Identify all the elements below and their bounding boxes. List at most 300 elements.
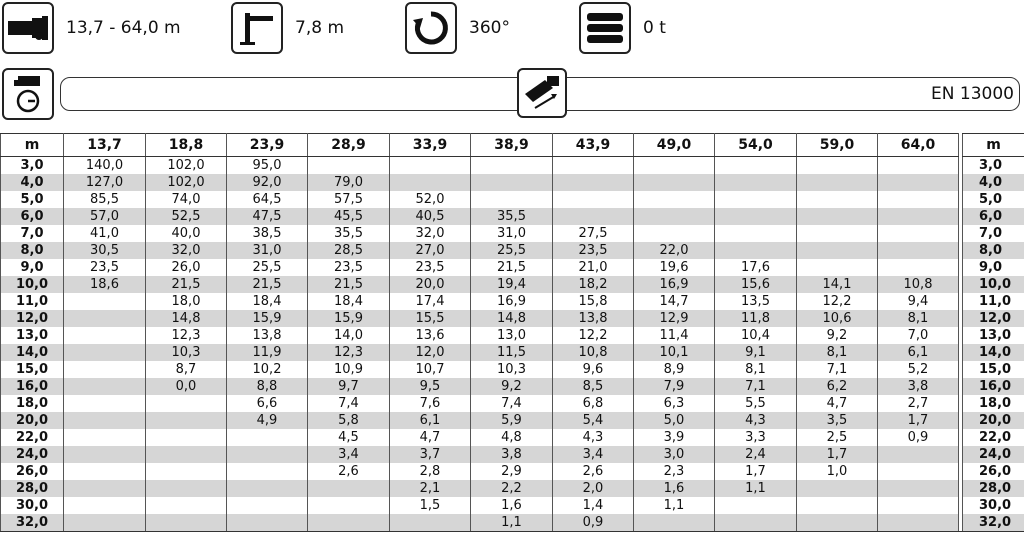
radius-cell-right: 12,0 (963, 310, 1024, 327)
load-cell: 7,4 (471, 395, 553, 412)
table-row (1, 429, 1024, 446)
load-cell (308, 480, 390, 497)
load-cell: 127,0 (64, 174, 146, 191)
load-cell (878, 463, 959, 480)
load-cell: 15,8 (553, 293, 634, 310)
load-cell: 17,6 (715, 259, 797, 276)
load-cell: 2,8 (390, 463, 471, 480)
load-cell (634, 191, 715, 208)
load-cell: 12,2 (553, 327, 634, 344)
table-row (1, 463, 1024, 480)
load-cell (715, 242, 797, 259)
radius-cell: 30,0 (1, 497, 64, 514)
load-cell: 11,4 (634, 327, 715, 344)
load-cell: 13,8 (227, 327, 308, 344)
boom-gauge-icon (2, 68, 54, 120)
load-cell: 57,5 (308, 191, 390, 208)
radius-cell: 9,0 (1, 259, 64, 276)
radius-cell: 6,0 (1, 208, 64, 225)
load-cell: 13,8 (553, 310, 634, 327)
radius-cell-right: 4,0 (963, 174, 1024, 191)
load-cell: 4,5 (308, 429, 390, 446)
load-cell: 4,9 (227, 412, 308, 429)
load-cell (715, 191, 797, 208)
load-cell: 2,4 (715, 446, 797, 463)
radius-cell-right: 6,0 (963, 208, 1024, 225)
radius-cell: 11,0 (1, 293, 64, 310)
table-row (1, 225, 1024, 242)
table-row (1, 191, 1024, 208)
radius-cell-right: 7,0 (963, 225, 1024, 242)
load-cell (878, 242, 959, 259)
table-row (1, 259, 1024, 276)
load-cell (878, 514, 959, 532)
load-cell: 1,1 (715, 480, 797, 497)
load-cell (878, 259, 959, 276)
counterweight-icon (579, 2, 631, 54)
load-cell: 12,2 (797, 293, 878, 310)
header-boom-length: 64,0 (878, 134, 959, 157)
header-boom-length: 28,9 (308, 134, 390, 157)
load-cell (146, 429, 227, 446)
boom-selector-row (0, 68, 1024, 120)
load-cell (471, 191, 553, 208)
load-cell: 3,3 (715, 429, 797, 446)
load-cell: 20,0 (390, 276, 471, 293)
load-cell: 1,5 (390, 497, 471, 514)
load-cell: 3,7 (390, 446, 471, 463)
load-cell: 4,3 (715, 412, 797, 429)
load-cell (797, 259, 878, 276)
table-row (1, 208, 1024, 225)
load-cell: 23,5 (308, 259, 390, 276)
load-cell: 3,4 (553, 446, 634, 463)
table-row (1, 412, 1024, 429)
load-cell: 2,6 (553, 463, 634, 480)
load-cell: 40,0 (146, 225, 227, 242)
load-cell (390, 157, 471, 175)
load-cell: 2,2 (471, 480, 553, 497)
radius-cell-right: 9,0 (963, 259, 1024, 276)
spec-outrigger-base (231, 0, 344, 56)
load-cell: 25,5 (471, 242, 553, 259)
radius-cell: 28,0 (1, 480, 64, 497)
radius-cell-right: 26,0 (963, 463, 1024, 480)
load-cell: 15,6 (715, 276, 797, 293)
table-row (1, 293, 1024, 310)
load-cell: 8,5 (553, 378, 634, 395)
load-cell: 27,0 (390, 242, 471, 259)
load-cell (64, 293, 146, 310)
load-cell: 32,0 (146, 242, 227, 259)
load-cell: 5,5 (715, 395, 797, 412)
radius-cell-right: 18,0 (963, 395, 1024, 412)
load-cell: 3,9 (634, 429, 715, 446)
load-cell: 11,5 (471, 344, 553, 361)
load-cell (715, 514, 797, 532)
radius-cell: 26,0 (1, 463, 64, 480)
radius-cell: 14,0 (1, 344, 64, 361)
load-cell: 21,5 (471, 259, 553, 276)
load-cell: 21,0 (553, 259, 634, 276)
spec-outrigger-text: 7,8 m (295, 18, 344, 38)
load-cell: 19,4 (471, 276, 553, 293)
load-cell: 11,9 (227, 344, 308, 361)
radius-cell-right: 10,0 (963, 276, 1024, 293)
table-row (1, 361, 1024, 378)
load-cell: 9,6 (553, 361, 634, 378)
load-cell: 13,5 (715, 293, 797, 310)
radius-cell-right: 32,0 (963, 514, 1024, 532)
load-cell (878, 480, 959, 497)
load-cell (634, 208, 715, 225)
load-cell (553, 208, 634, 225)
table-row (1, 174, 1024, 191)
load-cell: 10,1 (634, 344, 715, 361)
load-cell (878, 174, 959, 191)
load-cell: 8,1 (797, 344, 878, 361)
load-cell: 3,4 (308, 446, 390, 463)
load-cell: 9,4 (878, 293, 959, 310)
load-cell: 10,8 (878, 276, 959, 293)
load-cell: 26,0 (146, 259, 227, 276)
load-cell (64, 327, 146, 344)
load-cell (471, 174, 553, 191)
load-cell: 92,0 (227, 174, 308, 191)
load-cell: 21,5 (146, 276, 227, 293)
load-cell: 2,1 (390, 480, 471, 497)
load-cell: 25,5 (227, 259, 308, 276)
load-cell: 8,9 (634, 361, 715, 378)
load-cell: 16,9 (634, 276, 715, 293)
spec-slew-text: 360° (469, 18, 510, 38)
radius-cell-right: 30,0 (963, 497, 1024, 514)
load-cell (634, 157, 715, 175)
radius-cell: 10,0 (1, 276, 64, 293)
load-cell (634, 174, 715, 191)
load-cell: 102,0 (146, 174, 227, 191)
load-cell (715, 225, 797, 242)
load-cell: 6,1 (390, 412, 471, 429)
radius-cell: 8,0 (1, 242, 64, 259)
load-cell: 38,5 (227, 225, 308, 242)
load-cell: 10,2 (227, 361, 308, 378)
load-cell (64, 310, 146, 327)
load-cell: 8,1 (715, 361, 797, 378)
load-cell: 45,5 (308, 208, 390, 225)
load-cell: 3,5 (797, 412, 878, 429)
load-cell: 79,0 (308, 174, 390, 191)
load-cell: 6,3 (634, 395, 715, 412)
table-row (1, 310, 1024, 327)
load-cell: 74,0 (146, 191, 227, 208)
load-cell: 21,5 (308, 276, 390, 293)
table-row (1, 497, 1024, 514)
load-cell: 27,5 (553, 225, 634, 242)
load-cell: 95,0 (227, 157, 308, 175)
load-cell: 10,8 (553, 344, 634, 361)
load-cell: 6,6 (227, 395, 308, 412)
load-cell: 5,4 (553, 412, 634, 429)
load-cell (797, 242, 878, 259)
load-cell: 12,3 (146, 327, 227, 344)
load-cell: 7,0 (878, 327, 959, 344)
load-cell (878, 497, 959, 514)
load-cell: 14,0 (308, 327, 390, 344)
load-cell: 15,9 (227, 310, 308, 327)
load-cell: 6,8 (553, 395, 634, 412)
load-cell (715, 157, 797, 175)
load-cell: 15,9 (308, 310, 390, 327)
load-cell (878, 446, 959, 463)
radius-cell-right: 11,0 (963, 293, 1024, 310)
load-cell: 9,5 (390, 378, 471, 395)
load-cell (227, 497, 308, 514)
load-cell (308, 497, 390, 514)
spec-boom-length (2, 0, 181, 56)
load-cell: 10,3 (146, 344, 227, 361)
load-cell (64, 446, 146, 463)
load-cell (797, 225, 878, 242)
load-cell: 18,0 (146, 293, 227, 310)
radius-cell: 15,0 (1, 361, 64, 378)
load-cell: 22,0 (634, 242, 715, 259)
load-cell: 9,7 (308, 378, 390, 395)
load-cell: 7,6 (390, 395, 471, 412)
load-cell: 0,0 (146, 378, 227, 395)
load-cell: 1,1 (471, 514, 553, 532)
load-cell: 2,5 (797, 429, 878, 446)
load-cell: 9,1 (715, 344, 797, 361)
load-cell: 1,7 (878, 412, 959, 429)
load-cell: 18,2 (553, 276, 634, 293)
load-cell (64, 497, 146, 514)
radius-cell-right: 13,0 (963, 327, 1024, 344)
load-cell: 13,6 (390, 327, 471, 344)
load-cell: 10,9 (308, 361, 390, 378)
load-cell (797, 208, 878, 225)
load-cell: 18,6 (64, 276, 146, 293)
load-cell: 14,7 (634, 293, 715, 310)
load-cell: 23,5 (390, 259, 471, 276)
load-cell: 14,1 (797, 276, 878, 293)
load-cell: 2,7 (878, 395, 959, 412)
radius-cell: 13,0 (1, 327, 64, 344)
table-row (1, 395, 1024, 412)
load-cell: 8,8 (227, 378, 308, 395)
load-cell (878, 208, 959, 225)
load-cell (553, 191, 634, 208)
load-cell: 4,3 (553, 429, 634, 446)
load-cell (797, 174, 878, 191)
radius-cell-right: 20,0 (963, 412, 1024, 429)
load-cell: 11,8 (715, 310, 797, 327)
table-row (1, 514, 1024, 532)
load-cell (390, 174, 471, 191)
load-cell (634, 225, 715, 242)
radius-cell: 24,0 (1, 446, 64, 463)
load-cell (715, 497, 797, 514)
table-row (1, 276, 1024, 293)
load-cell: 35,5 (471, 208, 553, 225)
load-cell (146, 497, 227, 514)
load-cell: 5,0 (634, 412, 715, 429)
load-cell: 7,1 (715, 378, 797, 395)
load-cell: 7,4 (308, 395, 390, 412)
load-cell: 1,7 (715, 463, 797, 480)
load-cell: 1,6 (634, 480, 715, 497)
load-cell: 0,9 (553, 514, 634, 532)
load-cell: 85,5 (64, 191, 146, 208)
load-chart-table (0, 133, 1024, 532)
load-cell (227, 514, 308, 532)
load-cell: 1,7 (797, 446, 878, 463)
radius-cell-right: 5,0 (963, 191, 1024, 208)
load-cell (308, 157, 390, 175)
header-radius-right: m (963, 134, 1024, 157)
header-boom-length: 54,0 (715, 134, 797, 157)
load-cell: 14,8 (471, 310, 553, 327)
load-cell: 35,5 (308, 225, 390, 242)
load-cell (146, 463, 227, 480)
load-cell (64, 344, 146, 361)
load-cell (64, 429, 146, 446)
load-cell (797, 497, 878, 514)
radius-cell: 20,0 (1, 412, 64, 429)
radius-cell-right: 28,0 (963, 480, 1024, 497)
radius-cell: 7,0 (1, 225, 64, 242)
header-boom-length: 33,9 (390, 134, 471, 157)
radius-cell-right: 14,0 (963, 344, 1024, 361)
load-cell (64, 412, 146, 429)
load-cell: 12,9 (634, 310, 715, 327)
load-cell: 6,2 (797, 378, 878, 395)
radius-cell: 18,0 (1, 395, 64, 412)
load-cell: 12,0 (390, 344, 471, 361)
load-cell: 10,6 (797, 310, 878, 327)
boom-telescope-icon (521, 72, 563, 114)
spec-slew (405, 0, 510, 56)
load-cell: 52,0 (390, 191, 471, 208)
load-cell (64, 514, 146, 532)
header-boom-length: 23,9 (227, 134, 308, 157)
load-cell: 41,0 (64, 225, 146, 242)
load-cell (146, 480, 227, 497)
load-cell (797, 480, 878, 497)
load-cell: 18,4 (227, 293, 308, 310)
load-cell: 64,5 (227, 191, 308, 208)
load-cell (553, 157, 634, 175)
load-cell: 9,2 (797, 327, 878, 344)
load-cell: 40,5 (390, 208, 471, 225)
load-cell: 2,3 (634, 463, 715, 480)
load-cell (878, 191, 959, 208)
load-cell (64, 395, 146, 412)
load-cell (715, 208, 797, 225)
header-boom-length: 13,7 (64, 134, 146, 157)
spec-counterweight (579, 0, 666, 56)
load-cell: 23,5 (64, 259, 146, 276)
load-cell (308, 514, 390, 532)
load-cell (878, 157, 959, 175)
table-row (1, 157, 1024, 175)
load-cell (146, 446, 227, 463)
load-cell: 15,5 (390, 310, 471, 327)
load-cell (227, 480, 308, 497)
load-cell: 52,5 (146, 208, 227, 225)
load-cell (64, 463, 146, 480)
load-cell: 19,6 (634, 259, 715, 276)
radius-cell: 22,0 (1, 429, 64, 446)
table-row (1, 242, 1024, 259)
load-cell: 47,5 (227, 208, 308, 225)
load-cell: 4,8 (471, 429, 553, 446)
load-cell: 23,5 (553, 242, 634, 259)
table-row (1, 480, 1024, 497)
load-cell: 9,2 (471, 378, 553, 395)
standard-label: EN 13000 (931, 84, 1014, 104)
load-cell: 10,7 (390, 361, 471, 378)
load-cell (553, 174, 634, 191)
load-cell: 28,5 (308, 242, 390, 259)
load-cell: 7,9 (634, 378, 715, 395)
load-cell: 1,1 (634, 497, 715, 514)
header-boom-length: 43,9 (553, 134, 634, 157)
load-cell: 1,4 (553, 497, 634, 514)
boom-length-icon (2, 2, 54, 54)
radius-cell: 4,0 (1, 174, 64, 191)
header-boom-length: 38,9 (471, 134, 553, 157)
table-row (1, 446, 1024, 463)
load-cell (715, 174, 797, 191)
radius-cell: 12,0 (1, 310, 64, 327)
header-boom-length: 49,0 (634, 134, 715, 157)
load-cell (64, 480, 146, 497)
load-cell (146, 412, 227, 429)
load-cell: 21,5 (227, 276, 308, 293)
load-cell (146, 514, 227, 532)
load-cell (227, 463, 308, 480)
load-cell (64, 378, 146, 395)
radius-cell-right: 24,0 (963, 446, 1024, 463)
load-cell (471, 157, 553, 175)
load-cell (797, 514, 878, 532)
radius-cell: 5,0 (1, 191, 64, 208)
load-cell (634, 514, 715, 532)
load-cell: 57,0 (64, 208, 146, 225)
spec-boom-length-text: 13,7 - 64,0 m (66, 18, 181, 38)
radius-cell-right: 3,0 (963, 157, 1024, 175)
load-cell: 4,7 (797, 395, 878, 412)
load-cell: 3,8 (878, 378, 959, 395)
load-cell: 30,5 (64, 242, 146, 259)
slider-thumb[interactable] (517, 68, 567, 118)
load-cell: 5,2 (878, 361, 959, 378)
load-cell: 1,6 (471, 497, 553, 514)
slew-360-icon (405, 2, 457, 54)
load-cell: 12,3 (308, 344, 390, 361)
load-cell: 10,3 (471, 361, 553, 378)
load-cell: 4,7 (390, 429, 471, 446)
load-cell: 140,0 (64, 157, 146, 175)
load-cell: 18,4 (308, 293, 390, 310)
load-cell (227, 446, 308, 463)
load-cell: 3,0 (634, 446, 715, 463)
load-cell: 17,4 (390, 293, 471, 310)
table-row (1, 344, 1024, 361)
load-cell: 32,0 (390, 225, 471, 242)
load-cell: 6,1 (878, 344, 959, 361)
